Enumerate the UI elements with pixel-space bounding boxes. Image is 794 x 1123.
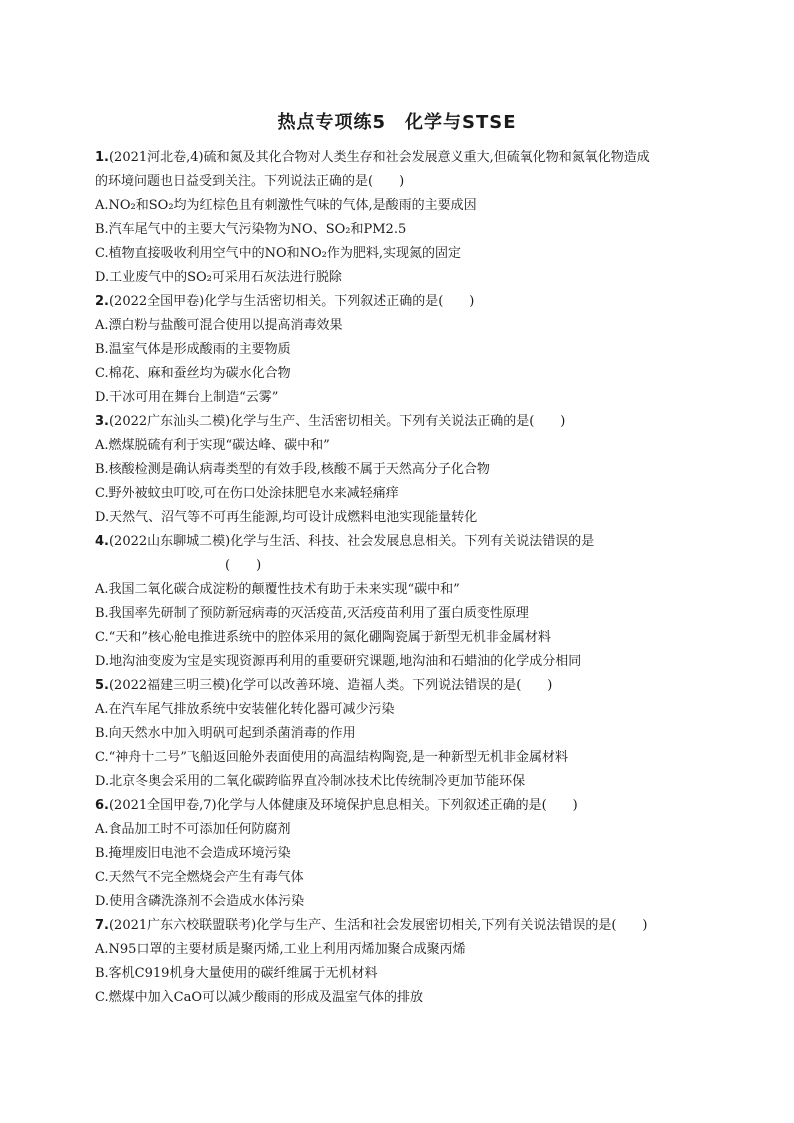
option-item: B.汽车尾气中的主要大气污染物为NO、SO₂和PM2.5	[95, 222, 407, 237]
option-item: C.植物直接吸收利用空气中的NO和NO₂作为肥料,实现氮的固定	[95, 246, 462, 261]
option-item: A.漂白粉与盐酸可混合使用以提高消毒效果	[95, 318, 343, 333]
question-stem-text: (2022广东汕头二模)化学与生产、生活密切相关。下列有关说法正确的是( )	[108, 414, 566, 429]
question-block	[95, 410, 707, 530]
question-block	[95, 914, 707, 1010]
option-item: A.我国二氧化碳合成淀粉的颠覆性技术有助于未来实现“碳中和”	[95, 582, 460, 597]
option-item: C.野外被蚊虫叮咬,可在伤口处涂抹肥皂水来减轻痛痒	[95, 486, 399, 501]
question-stem-text: 的环境问题也日益受到关注。下列说法正确的是( )	[95, 174, 405, 189]
question-stem-text: (2021河北卷,4)硫和氮及其化合物对人类生存和社会发展意义重大,但硫氧化物和氮氧化物造成	[108, 150, 650, 165]
question-stem-text: (2021广东六校联盟联考)化学与生产、生活和社会发展密切相关,下列有关说法错误的是( )	[108, 918, 648, 933]
question-stem-text: (2022福建三明三模)化学可以改善环境、造福人类。下列说法错误的是( )	[108, 678, 553, 693]
question-number: 3.	[95, 414, 109, 429]
question-stem-line	[95, 410, 707, 434]
option-item: D.天然气、沼气等不可再生能源,均可设计成燃料电池实现能量转化	[95, 510, 478, 525]
option-item: A.食品加工时不可添加任何防腐剂	[95, 822, 291, 837]
question-block	[95, 794, 707, 914]
question-block	[95, 290, 707, 410]
option-item: B.我国率先研制了预防新冠病毒的灭活疫苗,灭活疫苗利用了蛋白质变性原理	[95, 606, 529, 621]
question-stem-text: (2021全国甲卷,7)化学与人体健康及环境保护息息相关。下列叙述正确的是( )	[108, 798, 578, 813]
question-number: 4.	[95, 534, 109, 549]
question-block	[95, 146, 707, 290]
option-item: B.掩埋废旧电池不会造成环境污染	[95, 846, 291, 861]
option-item: D.干冰可用在舞台上制造“云雾”	[95, 390, 279, 405]
option-item: C.燃煤中加入CaO可以减少酸雨的形成及温室气体的排放	[95, 990, 423, 1005]
option-item: D.北京冬奥会采用的二氧化碳跨临界直冷制冰技术比传统制冷更加节能环保	[95, 774, 526, 789]
question-stem-line	[95, 794, 707, 818]
question-number: 5.	[95, 678, 109, 693]
option-item: B.核酸检测是确认病毒类型的有效手段,核酸不属于天然高分子化合物	[95, 462, 490, 477]
question-number: 1.	[95, 150, 109, 165]
answer-paren: ( )	[225, 558, 262, 573]
question-stem-line	[95, 674, 707, 698]
option-item: B.温室气体是形成酸雨的主要物质	[95, 342, 291, 357]
option-item: D.地沟油变废为宝是实现资源再利用的重要研究课题,地沟油和石蜡油的化学成分相同	[95, 654, 582, 669]
option-item: A.NO₂和SO₂均为红棕色且有刺激性气味的气体,是酸雨的主要成因	[95, 198, 477, 213]
question-stem-text: (2022全国甲卷)化学与生活密切相关。下列叙述正确的是( )	[108, 294, 475, 309]
question-number: 2.	[95, 294, 109, 309]
question-number: 6.	[95, 798, 109, 813]
option-item: C.棉花、麻和蚕丝均为碳水化合物	[95, 366, 291, 381]
option-item: A.N95口罩的主要材质是聚丙烯,工业上利用丙烯加聚合成聚丙烯	[95, 942, 466, 957]
question-stem-line	[95, 530, 707, 554]
question-stem-line	[95, 290, 707, 314]
option-item: D.工业废气中的SO₂可采用石灰法进行脱除	[95, 270, 342, 285]
option-item: B.客机C919机身大量使用的碳纤维属于无机材料	[95, 966, 378, 981]
page-title: 热点专项练5 化学与STSE	[277, 112, 517, 133]
option-item: A.燃煤脱硫有利于实现“碳达峰、碳中和”	[95, 438, 330, 453]
question-stem-line	[95, 170, 707, 194]
question-block	[95, 674, 707, 794]
question-list	[95, 146, 707, 1010]
question-stem-line	[95, 914, 707, 938]
option-item: C.“神舟十二号”飞船返回舱外表面使用的高温结构陶瓷,是一种新型无机非金属材料	[95, 750, 569, 765]
question-stem-line	[95, 146, 707, 170]
option-item: C.天然气不完全燃烧会产生有毒气体	[95, 870, 304, 885]
option-item: D.使用含磷洗涤剂不会造成水体污染	[95, 894, 305, 909]
question-stem-text: (2022山东聊城二模)化学与生活、科技、社会发展息息相关。下列有关说法错误的是	[108, 534, 595, 549]
question-number: 7.	[95, 918, 109, 933]
option-item: A.在汽车尾气排放系统中安装催化转化器可减少污染	[95, 702, 395, 717]
question-block	[95, 530, 707, 674]
option-item: C.“天和”核心舱电推进系统中的腔体采用的氮化硼陶瓷属于新型无机非金属材料	[95, 630, 551, 645]
option-item: B.向天然水中加入明矾可起到杀菌消毒的作用	[95, 726, 356, 741]
